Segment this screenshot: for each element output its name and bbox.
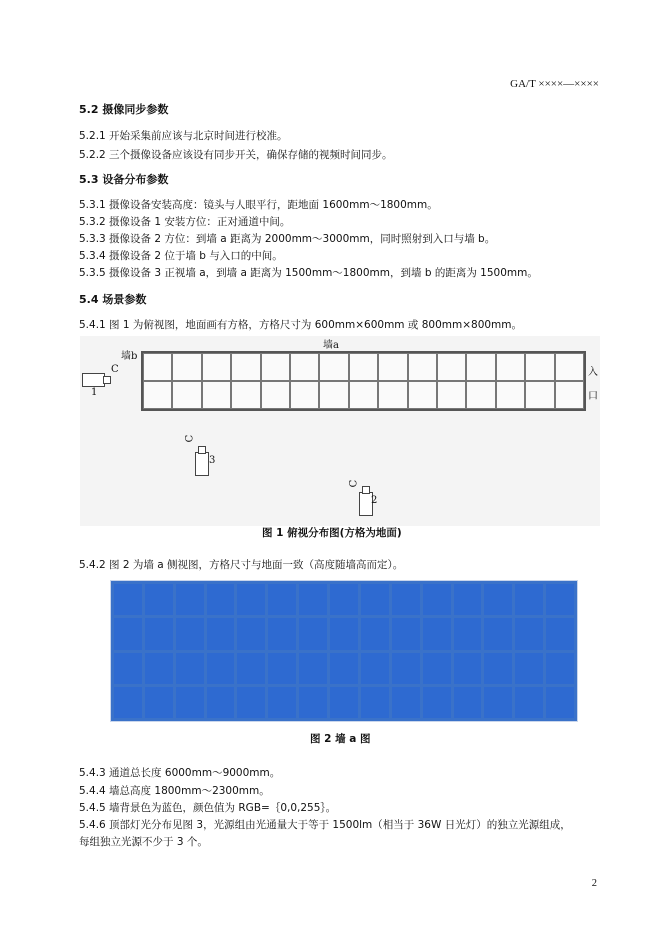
clause-5-4-6-continued: 每组独立光源不少于 3 个。	[79, 836, 208, 848]
clause-5-3-5: 5.3.5 摄像设备 3 正视墙 a，到墙 a 距离为 1500mm～1800mm，到墙 b 的距离为 1500mm。	[79, 267, 538, 279]
clause-5-3-4: 5.3.4 摄像设备 2 位于墙 b 与入口的中间。	[79, 250, 283, 262]
document-code: GA/T ××××—××××	[510, 78, 599, 90]
camera-3-number: 3	[209, 455, 216, 466]
clause-5-4-5: 5.4.5 墙背景色为蓝色，颜色值为 RGB=｛0,0,255｝。	[79, 802, 337, 814]
clause-5-4-2: 5.4.2 图 2 为墙 a 侧视图，方格尺寸与地面一致（高度随墙高而定）。	[79, 559, 404, 571]
page-number: 2	[591, 878, 597, 889]
section-5-3-title: 5.3 设备分布参数	[79, 173, 169, 186]
clause-5-2-1: 5.2.1 开始采集前应该与北京时间进行校准。	[79, 130, 288, 142]
section-5-4-title: 5.4 场景参数	[79, 293, 147, 306]
floor-grid	[141, 351, 586, 411]
clause-5-3-2: 5.3.2 摄像设备 1 安装方位：正对通道中间。	[79, 216, 291, 228]
camera-2-c-label: C	[348, 479, 360, 488]
section-5-2-title: 5.2 摄像同步参数	[79, 103, 169, 116]
camera-1-body-icon	[82, 373, 105, 387]
clause-5-4-6: 5.4.6 顶部灯光分布见图 3，光源组由光通量大于等于 1500lm（相当于 36W 日光灯）的独立光源组成，	[79, 819, 571, 831]
camera-2-number: 2	[371, 495, 378, 506]
camera-3-body-icon	[195, 452, 209, 476]
clause-5-4-3: 5.4.3 通道总长度 6000mm～9000mm。	[79, 767, 281, 779]
figure-2-caption: 图 2 墙 a 图	[310, 733, 371, 745]
clause-5-4-1: 5.4.1 图 1 为俯视图，地面画有方格，方格尺寸为 600mm×600mm 或 800mm×800mm。	[79, 319, 523, 331]
clause-5-2-2: 5.2.2 三个摄像设备应该设有同步开关，确保存储的视频时间同步。	[79, 149, 393, 161]
entrance-label-bottom: 口	[588, 391, 598, 402]
figure-1-top-view	[80, 336, 600, 526]
figure-1-caption: 图 1 俯视分布图(方格为地面)	[262, 527, 402, 539]
camera-1-number: 1	[91, 387, 98, 398]
clause-5-3-3: 5.3.3 摄像设备 2 方位：到墙 a 距离为 2000mm～3000mm，同时照射到入口与墙 b。	[79, 233, 496, 245]
clause-5-3-1: 5.3.1 摄像设备安装高度：镜头与人眼平行，距地面 1600mm～1800mm。	[79, 199, 438, 211]
camera-2-lens-icon	[362, 486, 370, 494]
figure-2-wall-a-grid	[110, 580, 578, 722]
camera-3-c-label: C	[184, 434, 196, 443]
entrance-label-top: 入	[588, 367, 598, 378]
camera-3-lens-icon	[198, 446, 206, 454]
clause-5-4-4: 5.4.4 墙总高度 1800mm～2300mm。	[79, 785, 270, 797]
camera-1-lens-icon	[103, 376, 111, 384]
wall-b-label: 墙b	[121, 351, 138, 362]
camera-1-c-label: C	[111, 364, 119, 375]
wall-a-label: 墙a	[323, 340, 339, 351]
